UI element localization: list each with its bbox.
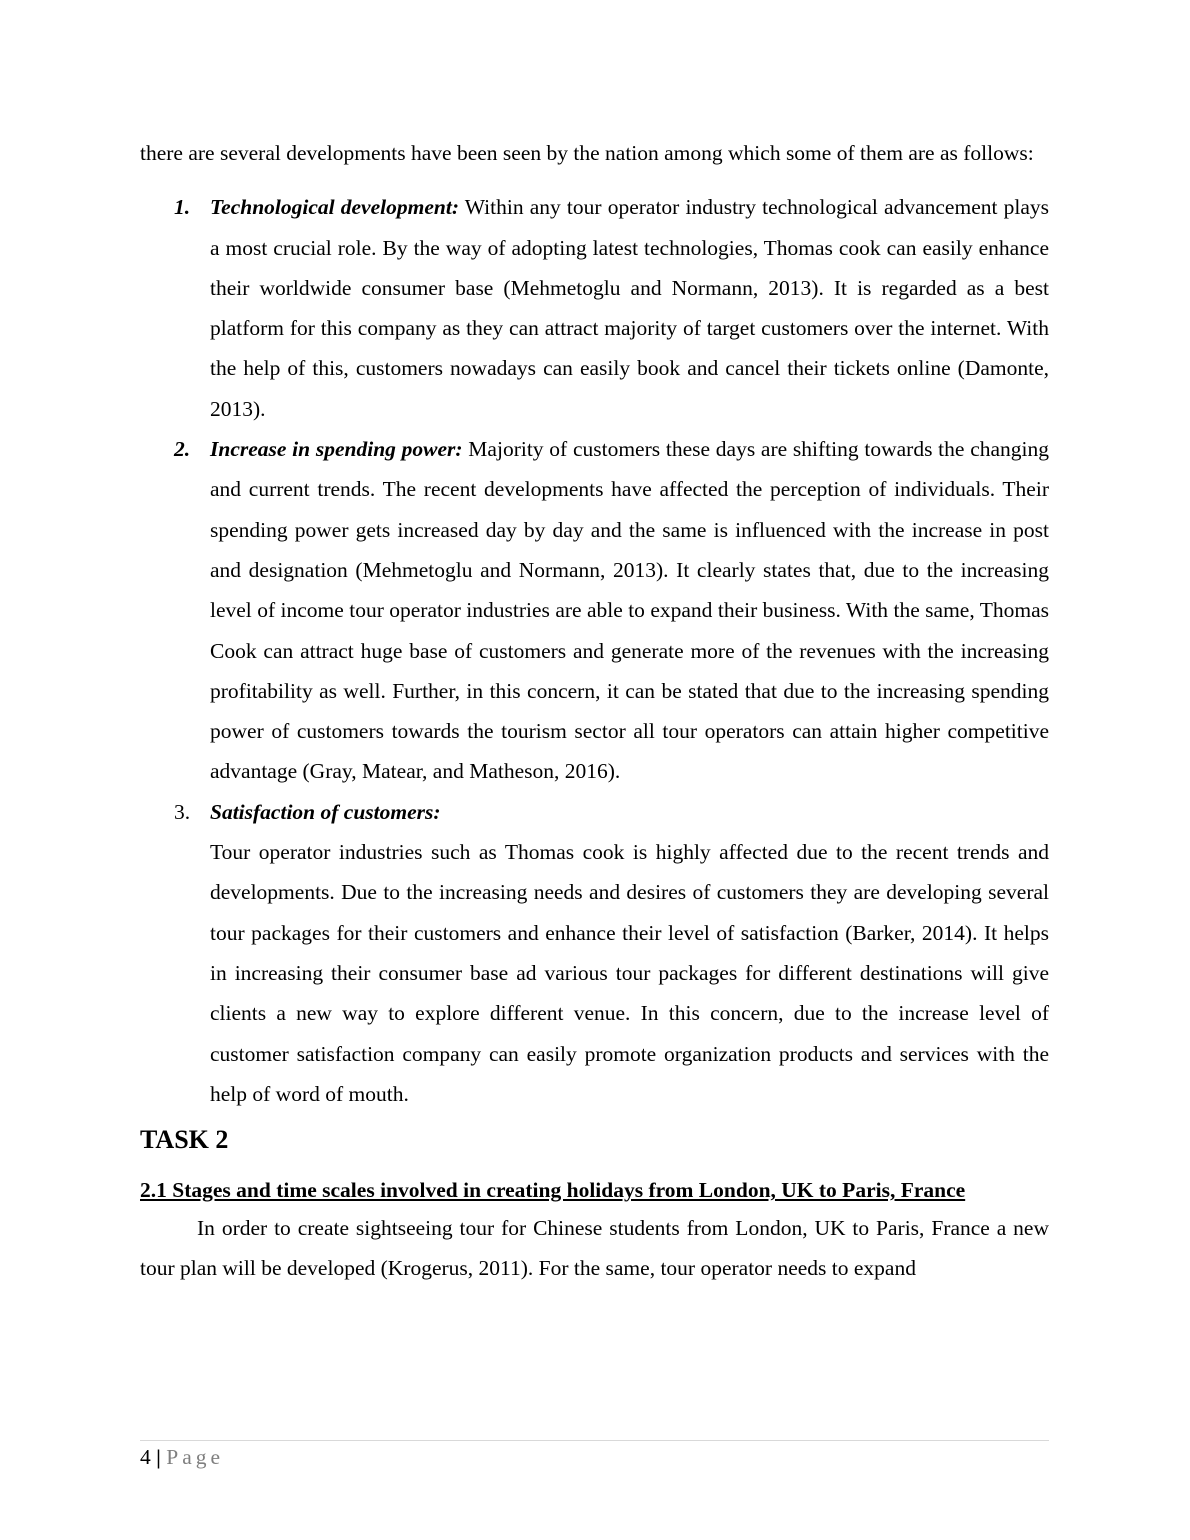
- list-item-body: Tour operator industries such as Thomas cook is highly affected due to the recent trends and developments. Due to the increasing needs and desires of customers they are developing several tour packages for their customers and enhance their level of satisfaction (Barker, 2014). It helps in increasing their consumer base ad various tour packages for different destinations will give clients a new way to explore different venue. In this concern, due to the increase level of customer satisfaction company can easily promote organization products and services with the help of word of mouth.: [210, 840, 1049, 1106]
- footer-divider: [140, 1440, 1049, 1441]
- list-item-text: [210, 187, 1049, 429]
- list-item-body: Majority of customers these days are shifting towards the changing and current trends. The recent developments have affected the perception of individuals. Their spending power gets increased day by day and the same is influenced with the increase in post and designation (Mehmetoglu and Normann, 2013). It clearly states that, due to the increasing level of income tour operator industries are able to expand their business. With the same, Thomas Cook can attract huge base of customers and generate more of the revenues with the increasing profitability as well. Further, in this concern, it can be stated that due to the increasing spending power of customers towards the tourism sector all tour operators can attain higher competitive advantage (Gray, Matear, and Matheson, 2016).: [210, 437, 1049, 784]
- list-item-text: [210, 792, 1049, 832]
- section-heading: 2.1 Stages and time scales involved in creating holidays from London, UK to Paris, France: [140, 1178, 966, 1203]
- list-item-body: Within any tour operator industry technological advancement plays a most crucial role. By the way of adopting latest technologies, Thomas cook can easily enhance their worldwide consumer base (Mehmetoglu and Normann, 2013). It is regarded as a best platform for this company as they can attract majority of target customers over the internet. With the help of this, customers nowadays can easily book and cancel their tickets online (Damonte, 2013).: [210, 195, 1049, 421]
- list-item-number: 2.: [174, 437, 191, 462]
- list-item-title: Technological development:: [210, 195, 459, 220]
- document-page: [140, 133, 1049, 1289]
- section-paragraph: In order to create sightseeing tour for Chinese students from London, UK to Paris, France a new tour plan will be developed (Krogerus, 2011). For the same, tour operator needs to expand: [140, 1216, 1049, 1281]
- intro-paragraph: there are several developments have been seen by the nation among which some of them are as follows:: [140, 141, 1034, 165]
- list-item: [140, 429, 1049, 792]
- list-item-text: [210, 429, 1049, 792]
- footer-separator: |: [156, 1445, 161, 1469]
- developments-list: [140, 187, 1049, 1114]
- list-item: [140, 187, 1049, 429]
- list-item: [140, 792, 1049, 1114]
- page-footer: [140, 1443, 224, 1471]
- list-item-title: Increase in spending power:: [210, 437, 463, 462]
- list-item-number: 1.: [174, 195, 191, 220]
- list-item-number: 3.: [174, 799, 191, 824]
- page-label: Page: [166, 1445, 225, 1469]
- list-item-title: Satisfaction of customers:: [210, 799, 441, 824]
- task-heading: TASK 2: [140, 1125, 229, 1155]
- page-number: 4: [140, 1445, 151, 1469]
